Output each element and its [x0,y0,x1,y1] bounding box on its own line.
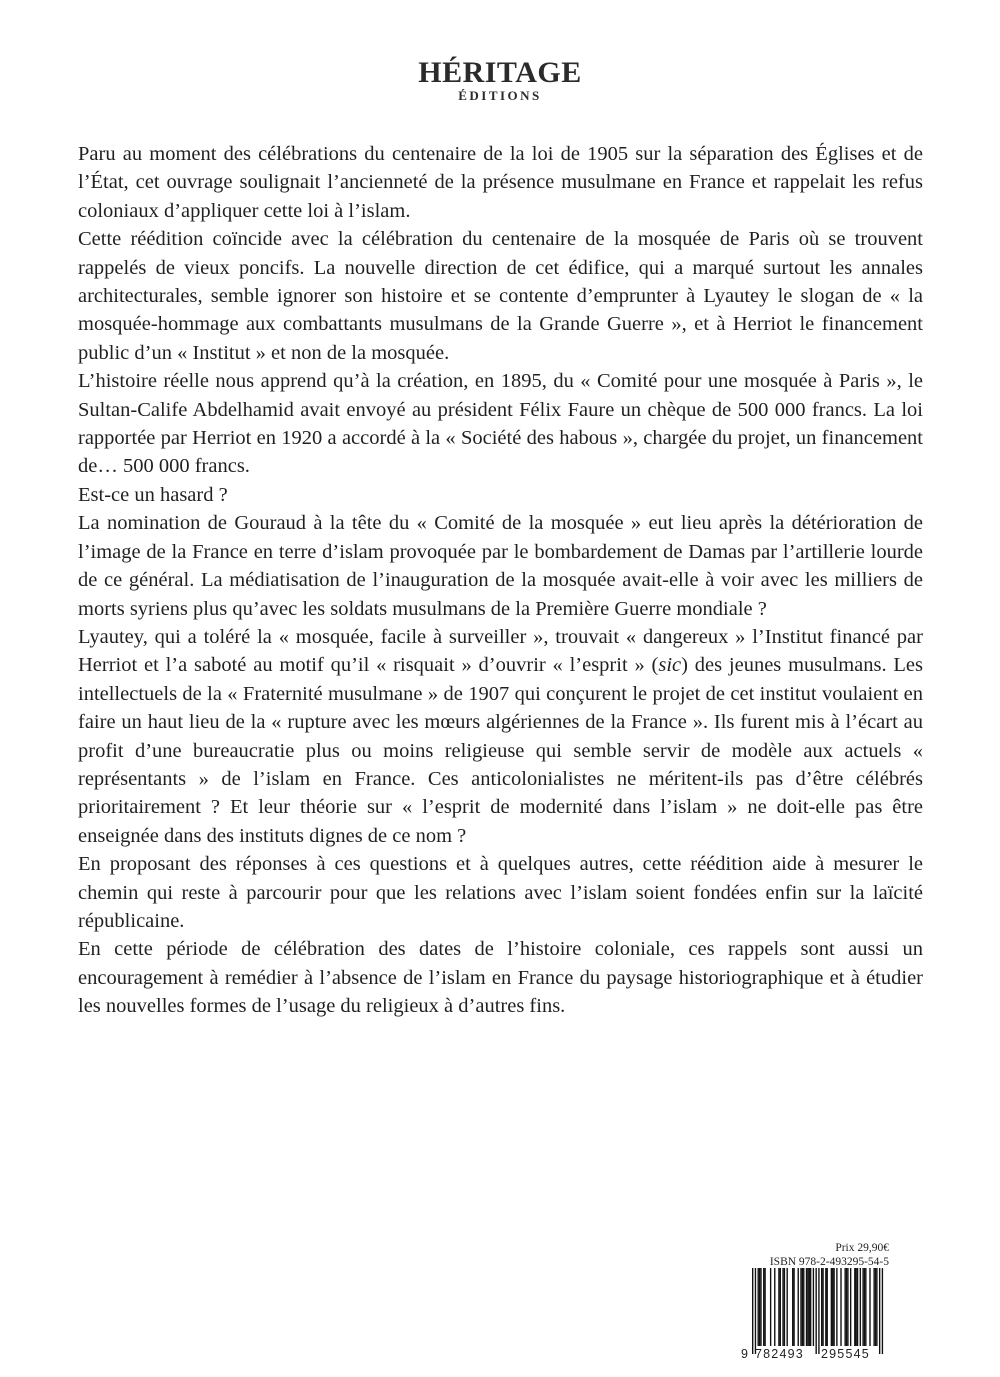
back-cover-text [78,140,923,1021]
price-label: Prix 29,90€ [835,1242,889,1254]
barcode-bar [782,1268,783,1346]
barcode-guard-bar [882,1268,883,1354]
barcode-bar [850,1268,851,1346]
paragraph-4: Est-ce un hasard ? [78,483,228,506]
barcode-left-group: 782493 [755,1347,804,1361]
barcode-bar [784,1268,785,1346]
barcode-bar [865,1268,866,1346]
isbn-label: ISBN 978-2-493295-54-5 [769,1256,889,1268]
barcode-guard-bar [752,1268,753,1354]
barcode-guard-bar [818,1268,819,1354]
paragraph-6 [78,623,923,850]
barcode-bar [806,1268,807,1346]
barcode-guard-bar [879,1268,880,1354]
barcode-bars [741,1268,891,1354]
barcode-bar [763,1268,764,1346]
barcode-bar [758,1268,759,1346]
barcode-bar [764,1268,765,1346]
barcode-bar [856,1268,857,1346]
barcode-right-group: 295545 [821,1347,870,1361]
barcode-bar [860,1268,861,1346]
paragraph-1: Paru au moment des célébrations du centenaire de la loi de 1905 sur la séparation des Églises et de l’État, cet ouvrage soulignait l’ancienneté de la présence musulmane en France et rappelait les refus coloniaux d’appliquer cette loi à l’islam. [78,143,923,222]
price-isbn-block [700,1241,889,1269]
paragraph-7: En proposant des réponses à ces questions et à quelques autres, cette réédition aide à mesurer le chemin qui reste à parcourir pour que les relations avec l’islam soient fondées enfin sur la laïcité républicaine. [78,853,923,932]
barcode-bar [875,1268,876,1346]
barcode-bar [809,1268,810,1346]
paragraph-3: L’histoire réelle nous apprend qu’à la création, en 1895, du « Comité pour une mosquée à Paris », le Sultan-Calife Abdelhamid avait envoyé au président Félix Faure un chèque de 500 000 francs. La loi rapportée par Herriot en 1920 a accordé à la « Société des habous », chargée du projet, un financement de… 500 000 francs. [78,370,923,478]
barcode-bar [787,1268,788,1346]
barcode-bar [778,1268,779,1346]
barcode-bar [774,1268,775,1346]
barcode-guard-bar [815,1268,816,1354]
barcode-bar [770,1268,771,1346]
sic-italic: sic [658,654,682,677]
barcode-bar [854,1268,855,1346]
paragraph-6-part-1: Lyautey, qui a toléré la « mosquée, facile à surveiller », trouvait « dangereux » l’Institut financé par Herriot et l’a saboté au motif qu’il « risquait » d’ouvrir « l’esprit » ( [78,625,923,677]
publisher-sub: ÉDITIONS [458,88,542,103]
barcode-bar [792,1268,793,1346]
barcode-first-digit: 9 [741,1347,748,1361]
publisher-name: HÉRITAGE [418,56,582,89]
barcode-bar [760,1268,761,1346]
barcode-bar [873,1268,874,1346]
barcode-bar [807,1268,808,1346]
barcode-bar [827,1268,828,1346]
paragraph-5: La nomination de Gouraud à la tête du « Comité de la mosquée » eut lieu après la détérioration de l’image de la France en terre d’islam provoquée par le bombardement de Damas par l’artillerie lourde de ce général. La médiatisation de l’inauguration de la mosquée avait-elle à voir avec les milliers de morts syriens plus qu’avec les soldats musulmans de la Première Guerre mondiale ? [78,512,923,620]
barcode-bar [759,1268,760,1346]
barcode-bar [780,1268,781,1346]
barcode-bar [810,1268,811,1346]
barcode-bar [836,1268,837,1346]
barcode-guard-bar [755,1268,756,1354]
barcode-bar [876,1268,877,1346]
barcode-bar [862,1268,863,1346]
barcode-bar [864,1268,865,1346]
barcode-bar [847,1268,848,1346]
barcode-bar [857,1268,858,1346]
barcode-bar [844,1268,845,1346]
barcode-bar [821,1268,822,1346]
paragraph-6-part-2: ) des jeunes musulmans. Les intellectuels de la « Fraternité musulmane » de 1907 qui conçurent le projet de cet institut voulaient en faire un haut lieu de la « rupture avec les mœurs algériennes de la France ». Ils furent mis à l’écart au profit d’une bureaucratie plus ou moins religieuse qui semble servir de modèle aux actuels « représentants » de l’islam en France. Ces anticolonialistes ne méritent-ils pas d’être célébrés prioritairement ? Et leur théorie sur « l’esprit de modernité dans l’islam » ne doit-elle pas être enseignée dans des instituts dignes de ce nom ? [78,654,923,847]
barcode-bar [802,1268,803,1346]
isbn-barcode [741,1268,891,1363]
barcode-bar [840,1268,841,1346]
barcode-bar [825,1268,826,1346]
barcode-bar [846,1268,847,1346]
barcode-bar [800,1268,801,1346]
barcode-bar [798,1268,799,1346]
barcode-digits [741,1347,891,1363]
publisher-logo [0,58,1000,103]
paragraph-8: En cette période de célébration des dates de l’histoire coloniale, ces rappels sont aussi un encouragement à remédier à l’absence de l’islam en France du paysage historiographique et à étudier les nouvelles formes de l’usage du religieux à d’autres fins. [78,938,923,1018]
barcode-bar [813,1268,814,1346]
barcode-bar [822,1268,823,1346]
barcode-bar [832,1268,833,1346]
barcode-bar [869,1268,870,1346]
barcode-bar [803,1268,804,1346]
barcode-bar [833,1268,834,1346]
barcode-bar [831,1268,832,1346]
paragraph-2: Cette réédition coïncide avec la célébration du centenaire de la mosquée de Paris où se trouvent rappelés de vieux poncifs. La nouvelle direction de cet édifice, qui a marqué surtout les annales architecturales, semble ignorer son histoire et se contente d’emprunter à Lyautey le slogan de « la mosquée-hommage aux combattants musulmans de la Grande Guerre », et à Herriot le financement public d’un « Institut » et non de la mosquée. [78,228,923,364]
barcode-bar [793,1268,794,1346]
